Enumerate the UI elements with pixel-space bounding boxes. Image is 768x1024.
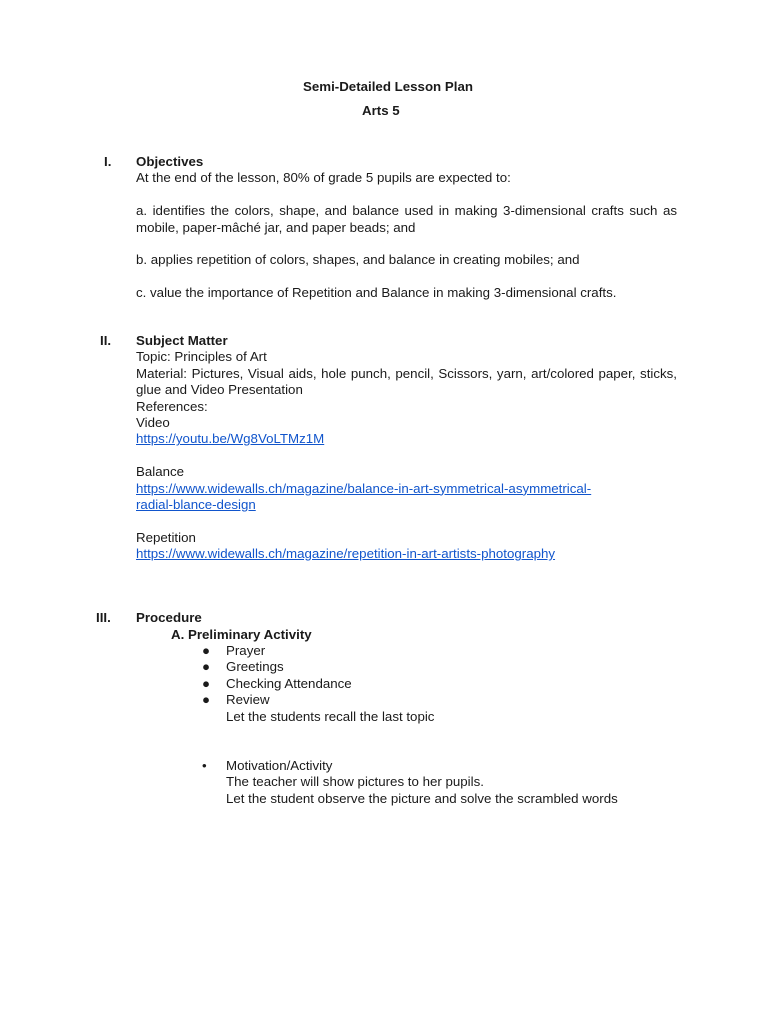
references-label: References: bbox=[136, 398, 208, 414]
objective-c: c. value the importance of Repetition and Balance in making 3-dimensional crafts. bbox=[136, 285, 617, 301]
objective-b: b. applies repetition of colors, shapes, and balance in creating mobiles; and bbox=[136, 252, 580, 268]
material-text: Material: Pictures, Visual aids, hole punch, pencil, Scissors, yarn, art/colored paper, sticks, glue and Video Presentation bbox=[136, 365, 677, 398]
list-item bbox=[202, 659, 662, 675]
repetition-label: Repetition bbox=[136, 529, 196, 545]
bullet-icon: ● bbox=[202, 692, 211, 708]
list-item bbox=[202, 676, 662, 692]
motivation-note: Let the student observe the picture and solve the scrambled words bbox=[226, 790, 618, 806]
balance-link[interactable]: https://www.widewalls.ch/magazine/balance-in-art-symmetrical-asymmetrical- bbox=[136, 480, 592, 496]
video-link[interactable]: https://youtu.be/Wg8VoLTMz1M bbox=[136, 431, 325, 447]
review-item: Review bbox=[226, 692, 270, 708]
objective-a: a. identifies the colors, shape, and balance used in making 3-dimensional crafts such as mobile, paper-mâché jar, and paper beads; and bbox=[136, 203, 677, 235]
attendance-item: Checking Attendance bbox=[226, 675, 352, 691]
review-note: Let the students recall the last topic bbox=[226, 708, 435, 724]
subject-matter-heading: Subject Matter bbox=[136, 333, 228, 348]
bullet-icon: ● bbox=[202, 643, 211, 658]
list-item bbox=[202, 758, 662, 807]
bullet-icon: • bbox=[202, 758, 207, 774]
motivation-item: Motivation/Activity bbox=[226, 758, 333, 774]
list-item bbox=[202, 692, 662, 725]
preliminary-activity-list bbox=[202, 643, 662, 807]
prayer-item: Prayer bbox=[226, 643, 266, 658]
objectives-heading: Objectives bbox=[136, 154, 204, 169]
balance-link-continued[interactable]: radial-blance-design bbox=[136, 497, 256, 513]
motivation-note: The teacher will show pictures to her pupils. bbox=[226, 774, 484, 790]
topic-text: Topic: Principles of Art bbox=[136, 349, 267, 365]
balance-label: Balance bbox=[136, 464, 185, 480]
repetition-link[interactable]: https://www.widewalls.ch/magazine/repetition-in-art-artists-photography bbox=[136, 546, 556, 562]
bullet-icon: ● bbox=[202, 659, 211, 675]
subject-matter-numeral: II. bbox=[100, 333, 112, 348]
objectives-intro: At the end of the lesson, 80% of grade 5 pupils are expected to: bbox=[136, 170, 511, 186]
document-title: Semi-Detailed Lesson Plan bbox=[303, 79, 473, 94]
greetings-item: Greetings bbox=[226, 659, 284, 675]
preliminary-activity-heading: A. Preliminary Activity bbox=[171, 627, 312, 642]
list-item bbox=[202, 643, 662, 659]
bullet-icon: ● bbox=[202, 675, 211, 691]
procedure-heading: Procedure bbox=[136, 610, 202, 625]
procedure-numeral: III. bbox=[96, 610, 111, 625]
objectives-numeral: I. bbox=[104, 154, 112, 169]
video-label: Video bbox=[136, 415, 170, 431]
document-subtitle: Arts 5 bbox=[362, 103, 400, 118]
